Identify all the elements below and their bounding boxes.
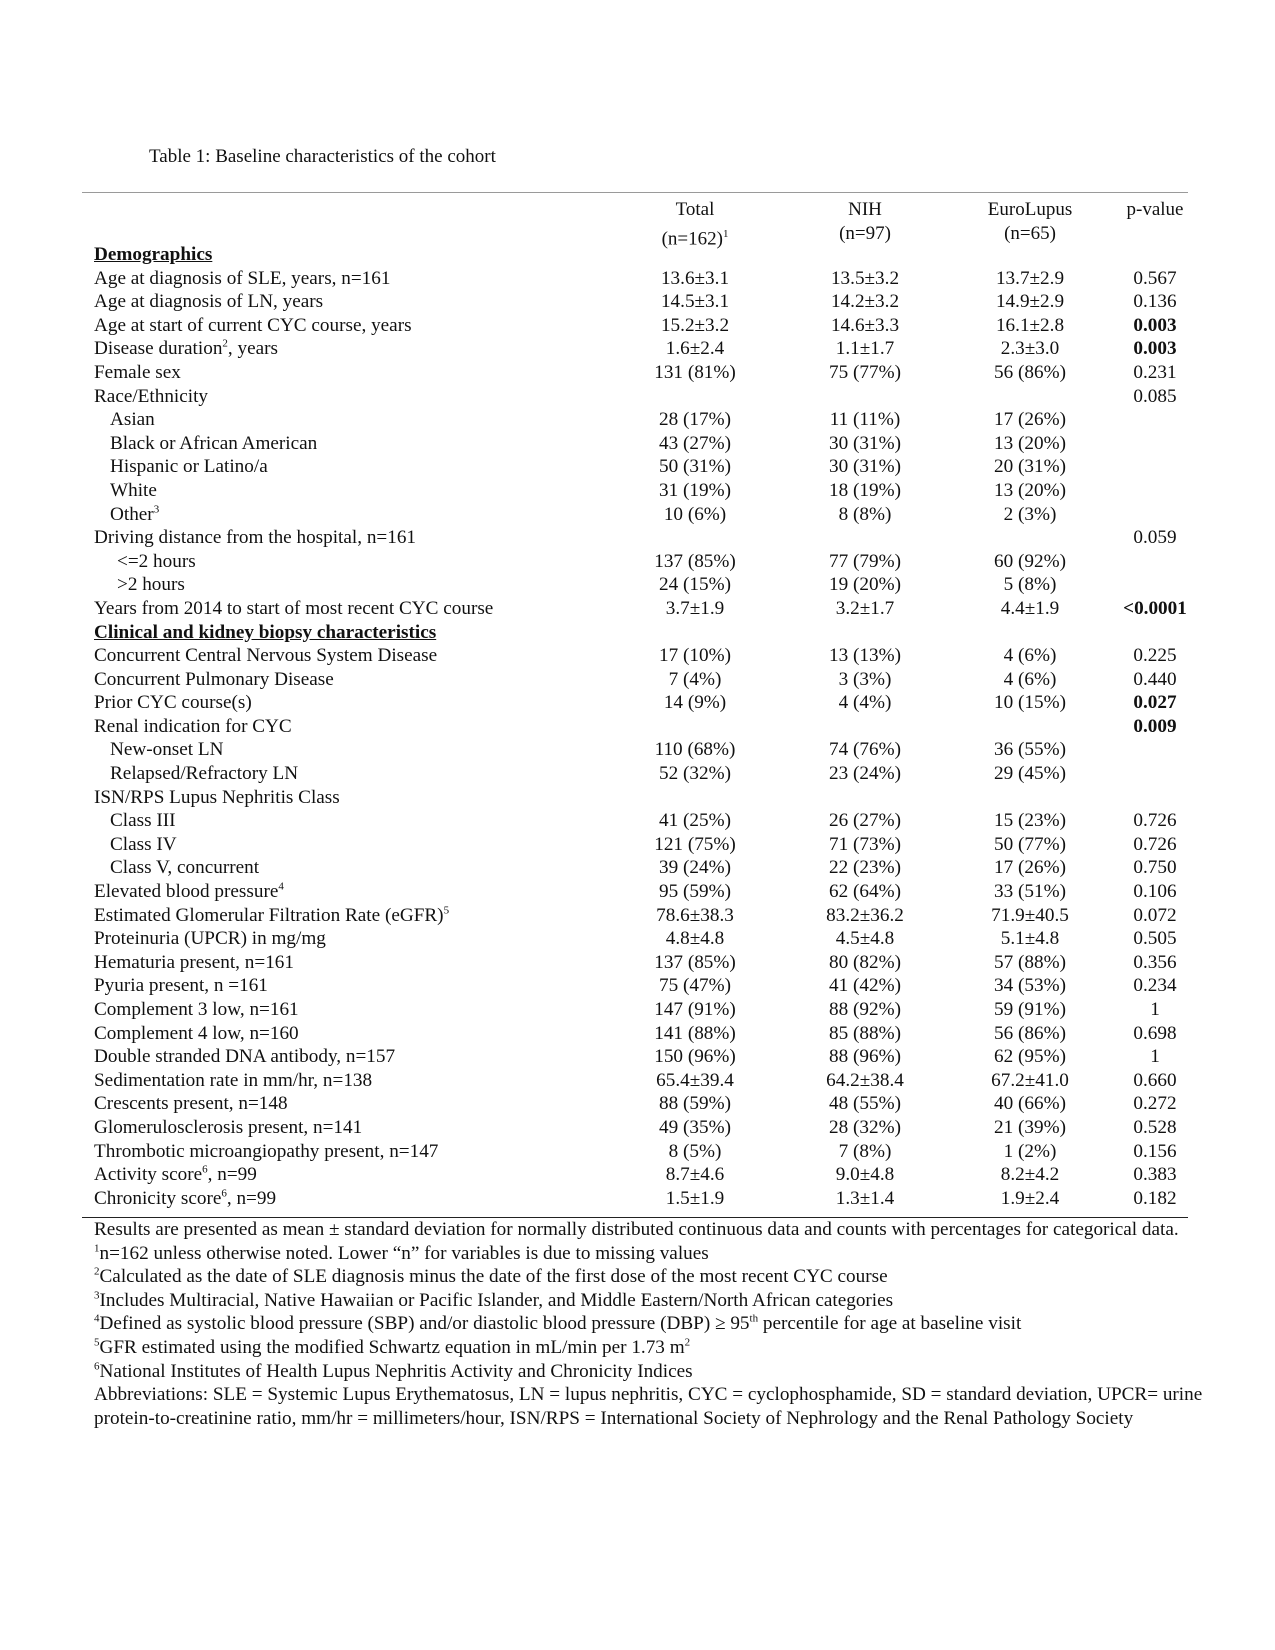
row-label: Black or African American	[110, 432, 318, 454]
cell-eurolupus: 4.4±1.9	[1000, 597, 1060, 619]
table-row	[0, 880, 1275, 904]
header-total-n: (n=162)	[661, 228, 723, 250]
row-label: Hispanic or Latino/a	[110, 456, 268, 478]
cell-nih: 28 (32%)	[829, 1116, 901, 1138]
cell-total: 3.7±1.9	[665, 597, 725, 619]
cell-pvalue: 0.356	[1133, 951, 1177, 973]
cell-total: 39 (24%)	[659, 857, 731, 879]
cell-pvalue: 0.528	[1133, 1116, 1177, 1138]
cell-nih: 71 (73%)	[829, 833, 901, 855]
row-label: Disease duration$^2$, years	[94, 337, 278, 360]
header-total-sup: 1	[722, 228, 729, 240]
cell-total: 49 (35%)	[659, 1116, 731, 1138]
table-footnotes	[94, 1218, 1204, 1430]
cell-nih: 77 (79%)	[829, 550, 901, 572]
row-label: Class V, concurrent	[110, 857, 260, 879]
table-row	[0, 904, 1275, 928]
cell-nih: 3.2±1.7	[835, 597, 895, 619]
cell-eurolupus: 29 (45%)	[994, 763, 1066, 785]
row-label: Prior CYC course(s)	[94, 692, 252, 714]
cell-nih: 88 (92%)	[829, 999, 901, 1020]
cell-total: 75 (47%)	[659, 975, 731, 997]
row-label: Hematuria present, n=161	[94, 951, 294, 973]
cell-pvalue: 0.272	[1133, 1093, 1177, 1115]
cell-eurolupus: 62 (95%)	[994, 1046, 1066, 1068]
cell-eurolupus: 10 (15%)	[994, 692, 1066, 714]
cell-total: 14.5±3.1	[660, 291, 730, 313]
table-row	[0, 526, 1275, 550]
cell-pvalue: 0.726	[1133, 810, 1177, 832]
cell-nih: 7 (8%)	[838, 1140, 892, 1162]
cell-nih: 74 (76%)	[829, 739, 901, 761]
table-row	[0, 314, 1275, 338]
row-label: Years from 2014 to start of most recent CYC course	[94, 597, 494, 619]
row-label: Complement 3 low, n=161	[94, 999, 299, 1020]
cell-nih: 13 (13%)	[829, 645, 901, 667]
table-top-rule	[82, 192, 1188, 193]
table-row	[0, 385, 1275, 409]
cell-nih: 30 (31%)	[829, 456, 901, 478]
footnote-3: $^3$Includes Multiracial, Native Hawaiian or Pacific Islander, and Middle Eastern/North African categories	[94, 1289, 894, 1311]
cell-pvalue: 0.003	[1133, 338, 1177, 360]
row-label: White	[110, 479, 157, 501]
table-row	[0, 408, 1275, 432]
table-row	[0, 762, 1275, 786]
table-row	[0, 998, 1275, 1022]
table-row	[0, 573, 1275, 597]
section-heading-row	[0, 243, 1275, 267]
row-label: Clinical and kidney biopsy characteristics	[94, 621, 437, 643]
header-eurolupus	[955, 198, 1105, 246]
cell-nih: 14.6±3.3	[830, 314, 900, 336]
cell-eurolupus: 1.9±2.4	[1000, 1187, 1060, 1209]
cell-total: 7 (4%)	[668, 668, 722, 690]
cell-total: 28 (17%)	[659, 409, 731, 431]
row-label: New-onset LN	[110, 739, 224, 761]
cell-nih: 26 (27%)	[829, 810, 901, 832]
row-label: Chronicity score$^6$, n=99	[94, 1187, 277, 1209]
cell-total: 1.6±2.4	[665, 338, 725, 360]
cell-eurolupus: 2.3±3.0	[1000, 338, 1060, 360]
cell-nih: 4.5±4.8	[835, 928, 895, 950]
cell-nih: 18 (19%)	[829, 479, 901, 501]
cell-pvalue: 0.234	[1133, 975, 1177, 997]
cell-eurolupus: 13.7±2.9	[995, 267, 1065, 289]
cell-eurolupus: 60 (92%)	[994, 550, 1066, 572]
row-label: Glomerulosclerosis present, n=141	[94, 1116, 363, 1138]
row-label: Proteinuria (UPCR) in mg/mg	[94, 928, 326, 950]
table-caption: Table 1: Baseline characteristics of the cohort	[149, 146, 496, 167]
cell-pvalue: 0.059	[1133, 527, 1177, 549]
table-row	[0, 1092, 1275, 1116]
table-row	[0, 1116, 1275, 1140]
header-euro-n: (n=65)	[1004, 223, 1056, 244]
row-label: Estimated Glomerular Filtration Rate (eGFR)$^5$	[94, 904, 450, 926]
row-label: Crescents present, n=148	[94, 1093, 288, 1115]
cell-eurolupus: 14.9±2.9	[995, 291, 1065, 313]
cell-eurolupus: 4 (6%)	[1003, 645, 1057, 667]
cell-eurolupus: 16.1±2.8	[995, 314, 1065, 336]
table-row	[0, 927, 1275, 951]
row-label: Concurrent Pulmonary Disease	[94, 668, 334, 690]
table-row	[0, 1140, 1275, 1164]
cell-total: 1.5±1.9	[665, 1187, 725, 1209]
cell-total: 8 (5%)	[668, 1140, 722, 1162]
footnote-results: Results are presented as mean ± standard deviation for normally distributed continuous data and counts with percentages for categorical data.	[94, 1219, 1179, 1240]
cell-eurolupus: 56 (86%)	[994, 1022, 1066, 1044]
cell-nih: 1.3±1.4	[835, 1187, 895, 1209]
row-label: Other$^3$	[110, 503, 160, 525]
cell-nih: 80 (82%)	[829, 951, 901, 973]
cell-total: 13.6±3.1	[660, 267, 730, 289]
table-row	[0, 1045, 1275, 1069]
cell-total: 17 (10%)	[659, 645, 731, 667]
footnote-6: $^6$National Institutes of Health Lupus Nephritis Activity and Chronicity Indices	[94, 1360, 693, 1382]
cell-pvalue: 0.440	[1133, 668, 1177, 690]
footnote-5: $^5$GFR estimated using the modified Schwartz equation in mL/min per 1.73 $m^2$	[94, 1336, 691, 1358]
cell-eurolupus: 17 (26%)	[994, 409, 1066, 431]
cell-eurolupus: 33 (51%)	[994, 881, 1066, 903]
cell-total: 10 (6%)	[663, 503, 727, 525]
cell-eurolupus: 67.2±41.0	[991, 1069, 1069, 1091]
table-body	[0, 243, 1275, 1210]
table-row	[0, 644, 1275, 668]
row-label: Sedimentation rate in mm/hr, n=138	[94, 1069, 373, 1091]
table-row	[0, 1069, 1275, 1093]
cell-eurolupus: 2 (3%)	[1003, 503, 1057, 525]
header-euro-label: EuroLupus	[987, 199, 1073, 220]
row-label: Age at start of current CYC course, years	[94, 314, 412, 336]
cell-eurolupus: 40 (66%)	[994, 1093, 1066, 1115]
cell-total: 43 (27%)	[659, 432, 731, 454]
cell-nih: 75 (77%)	[829, 361, 901, 383]
cell-pvalue: 0.136	[1133, 291, 1177, 313]
cell-pvalue: <0.0001	[1123, 597, 1187, 619]
cell-nih: 22 (23%)	[829, 857, 901, 879]
cell-nih: 3 (3%)	[838, 668, 892, 690]
cell-nih: 14.2±3.2	[830, 291, 900, 313]
cell-eurolupus: 71.9±40.5	[991, 904, 1069, 926]
cell-nih: 88 (96%)	[829, 1046, 901, 1068]
cell-pvalue: 0.085	[1133, 385, 1177, 407]
cell-nih: 48 (55%)	[829, 1093, 901, 1115]
table-row	[0, 337, 1275, 361]
cell-eurolupus: 13 (20%)	[994, 432, 1066, 454]
row-label: ISN/RPS Lupus Nephritis Class	[94, 786, 340, 808]
row-label: Renal indication for CYC	[94, 715, 292, 737]
row-label: Female sex	[94, 361, 181, 383]
table-row	[0, 833, 1275, 857]
cell-pvalue: 0.225	[1133, 645, 1177, 667]
row-label: Concurrent Central Nervous System Disease	[94, 645, 438, 667]
cell-total: 50 (31%)	[659, 456, 731, 478]
cell-total: 41 (25%)	[659, 810, 731, 832]
cell-total: 31 (19%)	[659, 479, 731, 501]
cell-eurolupus: 57 (88%)	[994, 951, 1066, 973]
cell-pvalue: 0.383	[1133, 1164, 1177, 1186]
cell-nih: 41 (42%)	[829, 975, 901, 997]
table-row	[0, 503, 1275, 527]
row-label: Relapsed/Refractory LN	[110, 763, 299, 785]
cell-total: 147 (91%)	[654, 999, 736, 1020]
cell-pvalue: 0.505	[1133, 928, 1177, 950]
cell-total: 88 (59%)	[659, 1093, 731, 1115]
footnote-abbreviations: Abbreviations: SLE = Systemic Lupus Erythematosus, LN = lupus nephritis, CYC = cyclophosphamide, SD = standard deviation, UPCR= urine protein-to-creatinine ratio, mm/hr = millimeters/hour, ISN/RPS = International Society of Nephrology and the Renal Pathology Society	[94, 1384, 1203, 1429]
cell-pvalue: 0.027	[1133, 692, 1177, 714]
cell-pvalue: 0.726	[1133, 833, 1177, 855]
header-nih-label: NIH	[848, 199, 882, 220]
cell-nih: 4 (4%)	[838, 692, 892, 714]
cell-total: 4.8±4.8	[665, 928, 725, 950]
table-row	[0, 1022, 1275, 1046]
cell-nih: 1.1±1.7	[835, 338, 895, 360]
cell-pvalue: 0.567	[1133, 267, 1177, 289]
cell-pvalue: 0.072	[1133, 904, 1177, 926]
cell-nih: 85 (88%)	[829, 1022, 901, 1044]
table-row	[0, 856, 1275, 880]
table-row	[0, 691, 1275, 715]
cell-total: 65.4±39.4	[656, 1069, 734, 1091]
cell-pvalue: 0.182	[1133, 1187, 1177, 1209]
cell-pvalue: 0.231	[1133, 361, 1177, 383]
table-row	[0, 1187, 1275, 1211]
cell-pvalue: 1	[1150, 999, 1160, 1020]
cell-pvalue: 0.750	[1133, 857, 1177, 879]
cell-eurolupus: 1 (2%)	[1003, 1140, 1057, 1162]
cell-eurolupus: 36 (55%)	[994, 739, 1066, 761]
footnote-4: $^4$Defined as systolic blood pressure (SBP) and/or diastolic blood pressure (DBP) ≥ 95th percentile for age at baseline visit	[94, 1312, 1022, 1335]
table-row	[0, 455, 1275, 479]
cell-nih: 8 (8%)	[838, 503, 892, 525]
cell-pvalue: 0.698	[1133, 1022, 1177, 1044]
header-p-label: p-value	[1126, 199, 1184, 220]
row-label: Complement 4 low, n=160	[94, 1022, 299, 1044]
cell-pvalue: 1	[1150, 1046, 1160, 1068]
row-label: Driving distance from the hospital, n=161	[94, 527, 417, 549]
table-row	[0, 1163, 1275, 1187]
cell-eurolupus: 21 (39%)	[994, 1116, 1066, 1138]
cell-nih: 9.0±4.8	[835, 1164, 895, 1186]
cell-total: 15.2±3.2	[660, 314, 730, 336]
cell-nih: 64.2±38.4	[826, 1069, 904, 1091]
cell-eurolupus: 5 (8%)	[1003, 574, 1057, 596]
table-row	[0, 361, 1275, 385]
header-nih	[800, 198, 930, 246]
cell-total: 78.6±38.3	[656, 904, 734, 926]
cell-nih: 13.5±3.2	[830, 267, 900, 289]
table-row	[0, 267, 1275, 291]
row-label: Pyuria present, n =161	[94, 975, 268, 997]
table-row	[0, 738, 1275, 762]
table-row	[0, 951, 1275, 975]
row-label: Age at diagnosis of LN, years	[94, 291, 324, 313]
cell-total: 14 (9%)	[663, 692, 727, 714]
row-label: Asian	[110, 409, 155, 431]
cell-nih: 62 (64%)	[829, 881, 901, 903]
cell-eurolupus: 56 (86%)	[994, 361, 1066, 383]
cell-total: 24 (15%)	[659, 574, 731, 596]
cell-eurolupus: 5.1±4.8	[1000, 928, 1060, 950]
cell-total: 150 (96%)	[654, 1046, 736, 1068]
cell-total: 137 (85%)	[654, 951, 736, 973]
row-label: Activity score$^6$, n=99	[94, 1163, 257, 1186]
cell-eurolupus: 20 (31%)	[994, 456, 1066, 478]
cell-eurolupus: 4 (6%)	[1003, 668, 1057, 690]
row-label: Elevated blood pressure$^4$	[94, 880, 284, 903]
cell-pvalue: 0.106	[1133, 881, 1177, 903]
row-label: Demographics	[94, 244, 213, 265]
cell-nih: 83.2±36.2	[826, 904, 904, 926]
header-pvalue	[1105, 198, 1205, 222]
cell-pvalue: 0.009	[1133, 715, 1177, 737]
cell-pvalue: 0.660	[1133, 1069, 1177, 1091]
table-row	[0, 432, 1275, 456]
row-label: Class III	[110, 810, 176, 832]
row-label: <=2 hours	[117, 550, 196, 572]
cell-eurolupus: 17 (26%)	[994, 857, 1066, 879]
table-row	[0, 974, 1275, 998]
section-heading-row	[0, 621, 1275, 645]
cell-eurolupus: 8.2±4.2	[1000, 1164, 1060, 1186]
table-row	[0, 597, 1275, 621]
cell-total: 8.7±4.6	[665, 1164, 725, 1186]
cell-nih: 30 (31%)	[829, 432, 901, 454]
row-label: >2 hours	[117, 574, 185, 596]
cell-nih: 19 (20%)	[829, 574, 901, 596]
cell-pvalue: 0.156	[1133, 1140, 1177, 1162]
row-label: Race/Ethnicity	[94, 385, 209, 407]
table-row	[0, 715, 1275, 739]
row-label: Thrombotic microangiopathy present, n=147	[94, 1140, 439, 1162]
cell-total: 110 (68%)	[654, 739, 736, 761]
cell-total: 137 (85%)	[654, 550, 736, 572]
table-row	[0, 550, 1275, 574]
cell-eurolupus: 34 (53%)	[994, 975, 1066, 997]
cell-eurolupus: 50 (77%)	[994, 833, 1066, 855]
cell-total: 95 (59%)	[659, 881, 731, 903]
cell-total: 141 (88%)	[654, 1022, 736, 1044]
cell-eurolupus: 15 (23%)	[994, 810, 1066, 832]
footnote-2: $^2$Calculated as the date of SLE diagnosis minus the date of the first dose of the most recent CYC course	[94, 1265, 888, 1288]
cell-total: 52 (32%)	[659, 763, 731, 785]
row-label: Double stranded DNA antibody, n=157	[94, 1046, 396, 1068]
header-nih-n: (n=97)	[839, 223, 891, 244]
cell-eurolupus: 59 (91%)	[994, 999, 1066, 1020]
table-row	[0, 809, 1275, 833]
row-label: Age at diagnosis of SLE, years, n=161	[94, 267, 391, 289]
footnote-1: $^1$n=162 unless otherwise noted. Lower “n” for variables is due to missing values	[94, 1242, 709, 1264]
row-label: Class IV	[110, 833, 177, 855]
table-row	[0, 290, 1275, 314]
header-total-label: Total	[675, 199, 715, 220]
cell-eurolupus: 13 (20%)	[994, 479, 1066, 501]
cell-total: 131 (81%)	[654, 361, 736, 383]
cell-nih: 11 (11%)	[829, 409, 901, 431]
table-row	[0, 786, 1275, 810]
cell-nih: 23 (24%)	[829, 763, 901, 785]
table-row	[0, 668, 1275, 692]
cell-total: 121 (75%)	[654, 833, 736, 855]
table-row	[0, 479, 1275, 503]
cell-pvalue: 0.003	[1133, 314, 1177, 336]
